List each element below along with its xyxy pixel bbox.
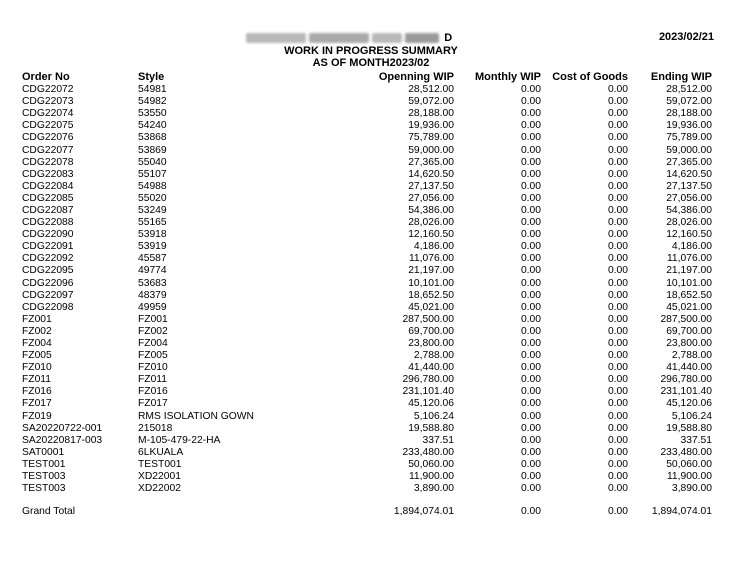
cell-monthly-wip: 0.00 [520, 446, 541, 458]
col-header-monthly-wip: Monthly WIP [475, 70, 541, 83]
cell-ending-wip: 11,900.00 [666, 471, 712, 483]
report-date: 2023/02/21 [658, 31, 714, 43]
cell-style: 55107 [138, 168, 167, 180]
cell-order-no: CDG22085 [22, 192, 74, 204]
table-row [22, 229, 712, 241]
cell-style: XD22002 [138, 483, 181, 495]
cell-order-no: SAT0001 [22, 446, 65, 458]
cell-cost-of-goods: 0.00 [607, 253, 628, 265]
cell-monthly-wip: 0.00 [520, 434, 541, 446]
cell-style: 45587 [138, 253, 167, 265]
table-row [22, 144, 712, 156]
table-row [22, 398, 712, 410]
cell-cost-of-goods: 0.00 [607, 458, 628, 470]
cell-ending-wip: 3,890.00 [671, 483, 712, 495]
cell-cost-of-goods: 0.00 [607, 362, 628, 374]
cell-monthly-wip: 0.00 [520, 108, 541, 120]
cell-ending-wip: 50,060.00 [666, 458, 712, 470]
cell-style: 53868 [138, 132, 167, 144]
cell-cost-of-goods: 0.00 [607, 229, 628, 241]
cell-monthly-wip: 0.00 [520, 313, 541, 325]
cell-opening-wip: 27,056.00 [408, 192, 454, 204]
cell-monthly-wip: 0.00 [520, 362, 541, 374]
cell-style: TEST001 [138, 458, 182, 470]
cell-ending-wip: 23,800.00 [666, 338, 712, 350]
cell-ending-wip: 27,137.50 [666, 180, 712, 192]
cell-cost-of-goods: 0.00 [607, 217, 628, 229]
cell-monthly-wip: 0.00 [520, 96, 541, 108]
cell-monthly-wip: 0.00 [520, 458, 541, 470]
cell-ending-wip: 28,026.00 [666, 217, 712, 229]
cell-opening-wip: 19,936.00 [408, 120, 454, 132]
cell-style: FZ005 [138, 350, 168, 362]
cell-order-no: CDG22074 [22, 108, 74, 120]
table-row [22, 253, 712, 265]
table-header-row [22, 69, 712, 84]
cell-cost-of-goods: 0.00 [607, 374, 628, 386]
cell-ending-wip: 10,101.00 [666, 277, 712, 289]
cell-cost-of-goods: 0.00 [607, 180, 628, 192]
cell-style: RMS ISOLATION GOWN [138, 410, 254, 422]
cell-style: 53683 [138, 277, 167, 289]
cell-order-no: FZ001 [22, 313, 52, 325]
cell-cost-of-goods: 0.00 [607, 301, 628, 313]
cell-opening-wip: 45,021.00 [408, 301, 454, 313]
cell-order-no: CDG22078 [22, 156, 74, 168]
table-row [22, 471, 712, 483]
cell-style: XD22001 [138, 471, 181, 483]
wip-summary-table [22, 69, 712, 519]
cell-order-no: TEST003 [22, 471, 66, 483]
cell-opening-wip: 54,386.00 [408, 204, 454, 216]
cell-ending-wip: 19,936.00 [666, 120, 712, 132]
cell-ending-wip: 54,386.00 [666, 204, 712, 216]
cell-cost-of-goods: 0.00 [607, 446, 628, 458]
table-row [22, 459, 712, 471]
cell-order-no: FZ019 [22, 410, 52, 422]
grand-total-cost-of-goods: 0.00 [607, 506, 628, 518]
cell-ending-wip: 18,652.50 [666, 289, 712, 301]
cell-ending-wip: 231,101.40 [660, 386, 712, 398]
cell-ending-wip: 5,106.24 [671, 410, 712, 422]
cell-opening-wip: 69,700.00 [408, 325, 454, 337]
cell-order-no: FZ002 [22, 325, 52, 337]
company-name-redacted [246, 32, 486, 44]
cell-monthly-wip: 0.00 [520, 471, 541, 483]
cell-order-no: CDG22090 [22, 229, 74, 241]
cell-opening-wip: 41,440.00 [408, 362, 454, 374]
cell-opening-wip: 5,106.24 [413, 410, 454, 422]
cell-order-no: CDG22087 [22, 204, 74, 216]
cell-cost-of-goods: 0.00 [607, 108, 628, 120]
cell-style: 53550 [138, 108, 167, 120]
cell-monthly-wip: 0.00 [520, 156, 541, 168]
cell-monthly-wip: 0.00 [520, 338, 541, 350]
cell-order-no: CDG22095 [22, 265, 74, 277]
cell-opening-wip: 233,480.00 [402, 446, 454, 458]
cell-cost-of-goods: 0.00 [607, 144, 628, 156]
grand-total-ending-wip: 1,894,074.01 [651, 506, 712, 518]
table-row [22, 362, 712, 374]
cell-opening-wip: 14,620.50 [408, 168, 454, 180]
cell-order-no: FZ011 [22, 374, 51, 386]
cell-ending-wip: 45,120.06 [666, 398, 712, 410]
cell-cost-of-goods: 0.00 [607, 96, 628, 108]
cell-style: 53869 [138, 144, 167, 156]
cell-style: FZ001 [138, 313, 168, 325]
table-row [22, 290, 712, 302]
cell-order-no: FZ004 [22, 338, 52, 350]
cell-opening-wip: 287,500.00 [402, 313, 454, 325]
cell-cost-of-goods: 0.00 [607, 84, 628, 96]
cell-ending-wip: 21,197.00 [666, 265, 712, 277]
table-row [22, 278, 712, 290]
cell-monthly-wip: 0.00 [520, 410, 541, 422]
cell-style: 55165 [138, 217, 167, 229]
table-row [22, 241, 712, 253]
cell-ending-wip: 14,620.50 [666, 168, 712, 180]
table-row [22, 205, 712, 217]
redacted-text [405, 33, 439, 43]
cell-style: 53249 [138, 204, 167, 216]
cell-style: 54982 [138, 96, 167, 108]
redacted-text [246, 33, 306, 43]
cell-opening-wip: 12,160.50 [408, 229, 454, 241]
cell-style: 6LKUALA [138, 446, 184, 458]
cell-cost-of-goods: 0.00 [607, 338, 628, 350]
cell-monthly-wip: 0.00 [520, 422, 541, 434]
cell-ending-wip: 28,512.00 [666, 84, 712, 96]
table-row [22, 120, 712, 132]
cell-order-no: TEST001 [22, 458, 66, 470]
cell-order-no: CDG22075 [22, 120, 74, 132]
cell-monthly-wip: 0.00 [520, 241, 541, 253]
cell-style: 53919 [138, 241, 167, 253]
cell-order-no: CDG22092 [22, 253, 74, 265]
cell-monthly-wip: 0.00 [520, 192, 541, 204]
table-row [22, 423, 712, 435]
grand-total-label: Grand Total [22, 506, 76, 518]
table-row [22, 326, 712, 338]
cell-style: 215018 [138, 422, 173, 434]
table-row [22, 108, 712, 120]
grand-total-style [138, 505, 300, 519]
cell-style: FZ010 [138, 362, 168, 374]
cell-monthly-wip: 0.00 [520, 301, 541, 313]
cell-monthly-wip: 0.00 [520, 120, 541, 132]
col-header-cost-of-goods: Cost of Goods [552, 70, 628, 83]
cell-style: FZ011 [138, 374, 167, 386]
cell-ending-wip: 4,186.00 [671, 241, 712, 253]
cell-monthly-wip: 0.00 [520, 265, 541, 277]
table-row [22, 374, 712, 386]
cell-style: FZ016 [138, 386, 168, 398]
table-row [22, 217, 712, 229]
cell-cost-of-goods: 0.00 [607, 289, 628, 301]
col-header-ending-wip: Ending WIP [650, 70, 712, 83]
cell-style: 54240 [138, 120, 167, 132]
cell-style: 54988 [138, 180, 167, 192]
cell-ending-wip: 69,700.00 [666, 325, 712, 337]
table-row [22, 435, 712, 447]
redacted-text [372, 33, 402, 43]
cell-ending-wip: 296,780.00 [660, 374, 712, 386]
cell-order-no: FZ016 [22, 386, 52, 398]
col-header-opening-wip: Openning WIP [378, 70, 454, 83]
table-row [22, 169, 712, 181]
cell-order-no: TEST003 [22, 483, 66, 495]
cell-cost-of-goods: 0.00 [607, 422, 628, 434]
cell-monthly-wip: 0.00 [520, 350, 541, 362]
cell-opening-wip: 28,188.00 [408, 108, 454, 120]
cell-cost-of-goods: 0.00 [607, 132, 628, 144]
cell-opening-wip: 18,652.50 [408, 289, 454, 301]
table-row [22, 314, 712, 326]
cell-cost-of-goods: 0.00 [607, 168, 628, 180]
cell-order-no: CDG22076 [22, 132, 74, 144]
cell-opening-wip: 296,780.00 [402, 374, 454, 386]
cell-opening-wip: 59,072.00 [408, 96, 454, 108]
cell-cost-of-goods: 0.00 [607, 471, 628, 483]
cell-cost-of-goods: 0.00 [607, 386, 628, 398]
cell-order-no: CDG22083 [22, 168, 74, 180]
cell-ending-wip: 11,076.00 [666, 253, 712, 265]
report-title: WORK IN PROGRESS SUMMARY [284, 45, 458, 57]
cell-order-no: CDG22097 [22, 289, 74, 301]
cell-opening-wip: 231,101.40 [402, 386, 454, 398]
cell-order-no: FZ010 [22, 362, 52, 374]
cell-order-no: FZ017 [22, 398, 52, 410]
cell-monthly-wip: 0.00 [520, 144, 541, 156]
cell-opening-wip: 21,197.00 [408, 265, 454, 277]
cell-opening-wip: 75,789.00 [408, 132, 454, 144]
cell-cost-of-goods: 0.00 [607, 241, 628, 253]
table-row [22, 302, 712, 314]
cell-style: FZ004 [138, 338, 168, 350]
cell-cost-of-goods: 0.00 [607, 313, 628, 325]
cell-ending-wip: 27,056.00 [666, 192, 712, 204]
cell-monthly-wip: 0.00 [520, 386, 541, 398]
col-header-order-no: Order No [22, 70, 70, 83]
cell-opening-wip: 4,186.00 [413, 241, 454, 253]
table-row [22, 411, 712, 423]
cell-monthly-wip: 0.00 [520, 84, 541, 96]
company-name-suffix: D [444, 32, 453, 45]
table-row [22, 447, 712, 459]
cell-ending-wip: 27,365.00 [666, 156, 712, 168]
cell-monthly-wip: 0.00 [520, 168, 541, 180]
cell-opening-wip: 11,076.00 [408, 253, 454, 265]
cell-ending-wip: 41,440.00 [666, 362, 712, 374]
cell-opening-wip: 2,788.00 [413, 350, 454, 362]
cell-style: 54981 [138, 84, 167, 96]
cell-opening-wip: 59,000.00 [408, 144, 454, 156]
cell-order-no: CDG22096 [22, 277, 74, 289]
cell-opening-wip: 28,026.00 [408, 217, 454, 229]
cell-order-no: CDG22084 [22, 180, 74, 192]
cell-monthly-wip: 0.00 [520, 180, 541, 192]
cell-cost-of-goods: 0.00 [607, 434, 628, 446]
cell-ending-wip: 19,588.80 [666, 422, 712, 434]
cell-ending-wip: 28,188.00 [666, 108, 712, 120]
grand-total-row [22, 505, 712, 519]
cell-opening-wip: 10,101.00 [408, 277, 454, 289]
cell-order-no: CDG22098 [22, 301, 74, 313]
cell-opening-wip: 27,365.00 [408, 156, 454, 168]
spacer-row [22, 495, 712, 505]
cell-monthly-wip: 0.00 [520, 483, 541, 495]
cell-ending-wip: 287,500.00 [660, 313, 712, 325]
cell-monthly-wip: 0.00 [520, 253, 541, 265]
cell-opening-wip: 50,060.00 [408, 458, 454, 470]
cell-monthly-wip: 0.00 [520, 325, 541, 337]
cell-opening-wip: 11,900.00 [408, 471, 454, 483]
table-row [22, 338, 712, 350]
cell-order-no: CDG22072 [22, 84, 74, 96]
cell-opening-wip: 45,120.06 [408, 398, 454, 410]
table-row [22, 483, 712, 495]
cell-monthly-wip: 0.00 [520, 277, 541, 289]
cell-order-no: SA20220722-001 [22, 422, 103, 434]
cell-style: 53918 [138, 229, 167, 241]
table-row [22, 84, 712, 96]
table-row [22, 265, 712, 277]
cell-ending-wip: 59,000.00 [666, 144, 712, 156]
cell-monthly-wip: 0.00 [520, 398, 541, 410]
cell-ending-wip: 2,788.00 [671, 350, 712, 362]
col-header-style: Style [138, 70, 165, 83]
table-row [22, 132, 712, 144]
cell-opening-wip: 3,890.00 [413, 483, 454, 495]
table-row [22, 350, 712, 362]
cell-monthly-wip: 0.00 [520, 217, 541, 229]
cell-order-no: CDG22077 [22, 144, 74, 156]
cell-style: FZ002 [138, 325, 168, 337]
cell-ending-wip: 45,021.00 [666, 301, 712, 313]
table-row [22, 193, 712, 205]
cell-ending-wip: 12,160.50 [666, 229, 712, 241]
cell-order-no: CDG22073 [22, 96, 74, 108]
cell-cost-of-goods: 0.00 [607, 204, 628, 216]
table-row [22, 96, 712, 108]
table-row [22, 181, 712, 193]
cell-opening-wip: 23,800.00 [408, 338, 454, 350]
cell-style: FZ017 [138, 398, 168, 410]
cell-cost-of-goods: 0.00 [607, 265, 628, 277]
cell-cost-of-goods: 0.00 [607, 325, 628, 337]
table-row [22, 157, 712, 169]
cell-monthly-wip: 0.00 [520, 289, 541, 301]
cell-monthly-wip: 0.00 [520, 132, 541, 144]
cell-opening-wip: 27,137.50 [408, 180, 454, 192]
cell-opening-wip: 337.51 [422, 434, 454, 446]
cell-cost-of-goods: 0.00 [607, 192, 628, 204]
cell-order-no: CDG22091 [22, 241, 74, 253]
cell-ending-wip: 75,789.00 [666, 132, 712, 144]
cell-style: 55040 [138, 156, 167, 168]
cell-opening-wip: 28,512.00 [408, 84, 454, 96]
table-row [22, 386, 712, 398]
cell-cost-of-goods: 0.00 [607, 483, 628, 495]
cell-monthly-wip: 0.00 [520, 229, 541, 241]
cell-ending-wip: 233,480.00 [660, 446, 712, 458]
cell-monthly-wip: 0.00 [520, 204, 541, 216]
spacer-cell [22, 495, 712, 505]
cell-opening-wip: 19,588.80 [408, 422, 454, 434]
cell-cost-of-goods: 0.00 [607, 156, 628, 168]
cell-monthly-wip: 0.00 [520, 374, 541, 386]
cell-style: M-105-479-22-HA [138, 434, 221, 446]
cell-ending-wip: 59,072.00 [666, 96, 712, 108]
cell-cost-of-goods: 0.00 [607, 350, 628, 362]
cell-style: 48379 [138, 289, 167, 301]
cell-style: 49959 [138, 301, 167, 313]
grand-total-opening-wip: 1,894,074.01 [393, 506, 454, 518]
redacted-text [309, 33, 369, 43]
cell-order-no: SA20220817-003 [22, 434, 103, 446]
cell-order-no: CDG22088 [22, 217, 74, 229]
report-subtitle: AS OF MONTH2023/02 [312, 57, 430, 69]
cell-cost-of-goods: 0.00 [607, 410, 628, 422]
cell-cost-of-goods: 0.00 [607, 277, 628, 289]
cell-cost-of-goods: 0.00 [607, 398, 628, 410]
cell-order-no: FZ005 [22, 350, 52, 362]
cell-ending-wip: 337.51 [680, 434, 712, 446]
grand-total-monthly-wip: 0.00 [520, 506, 541, 518]
cell-cost-of-goods: 0.00 [607, 120, 628, 132]
cell-style: 55020 [138, 192, 167, 204]
cell-style: 49774 [138, 265, 167, 277]
